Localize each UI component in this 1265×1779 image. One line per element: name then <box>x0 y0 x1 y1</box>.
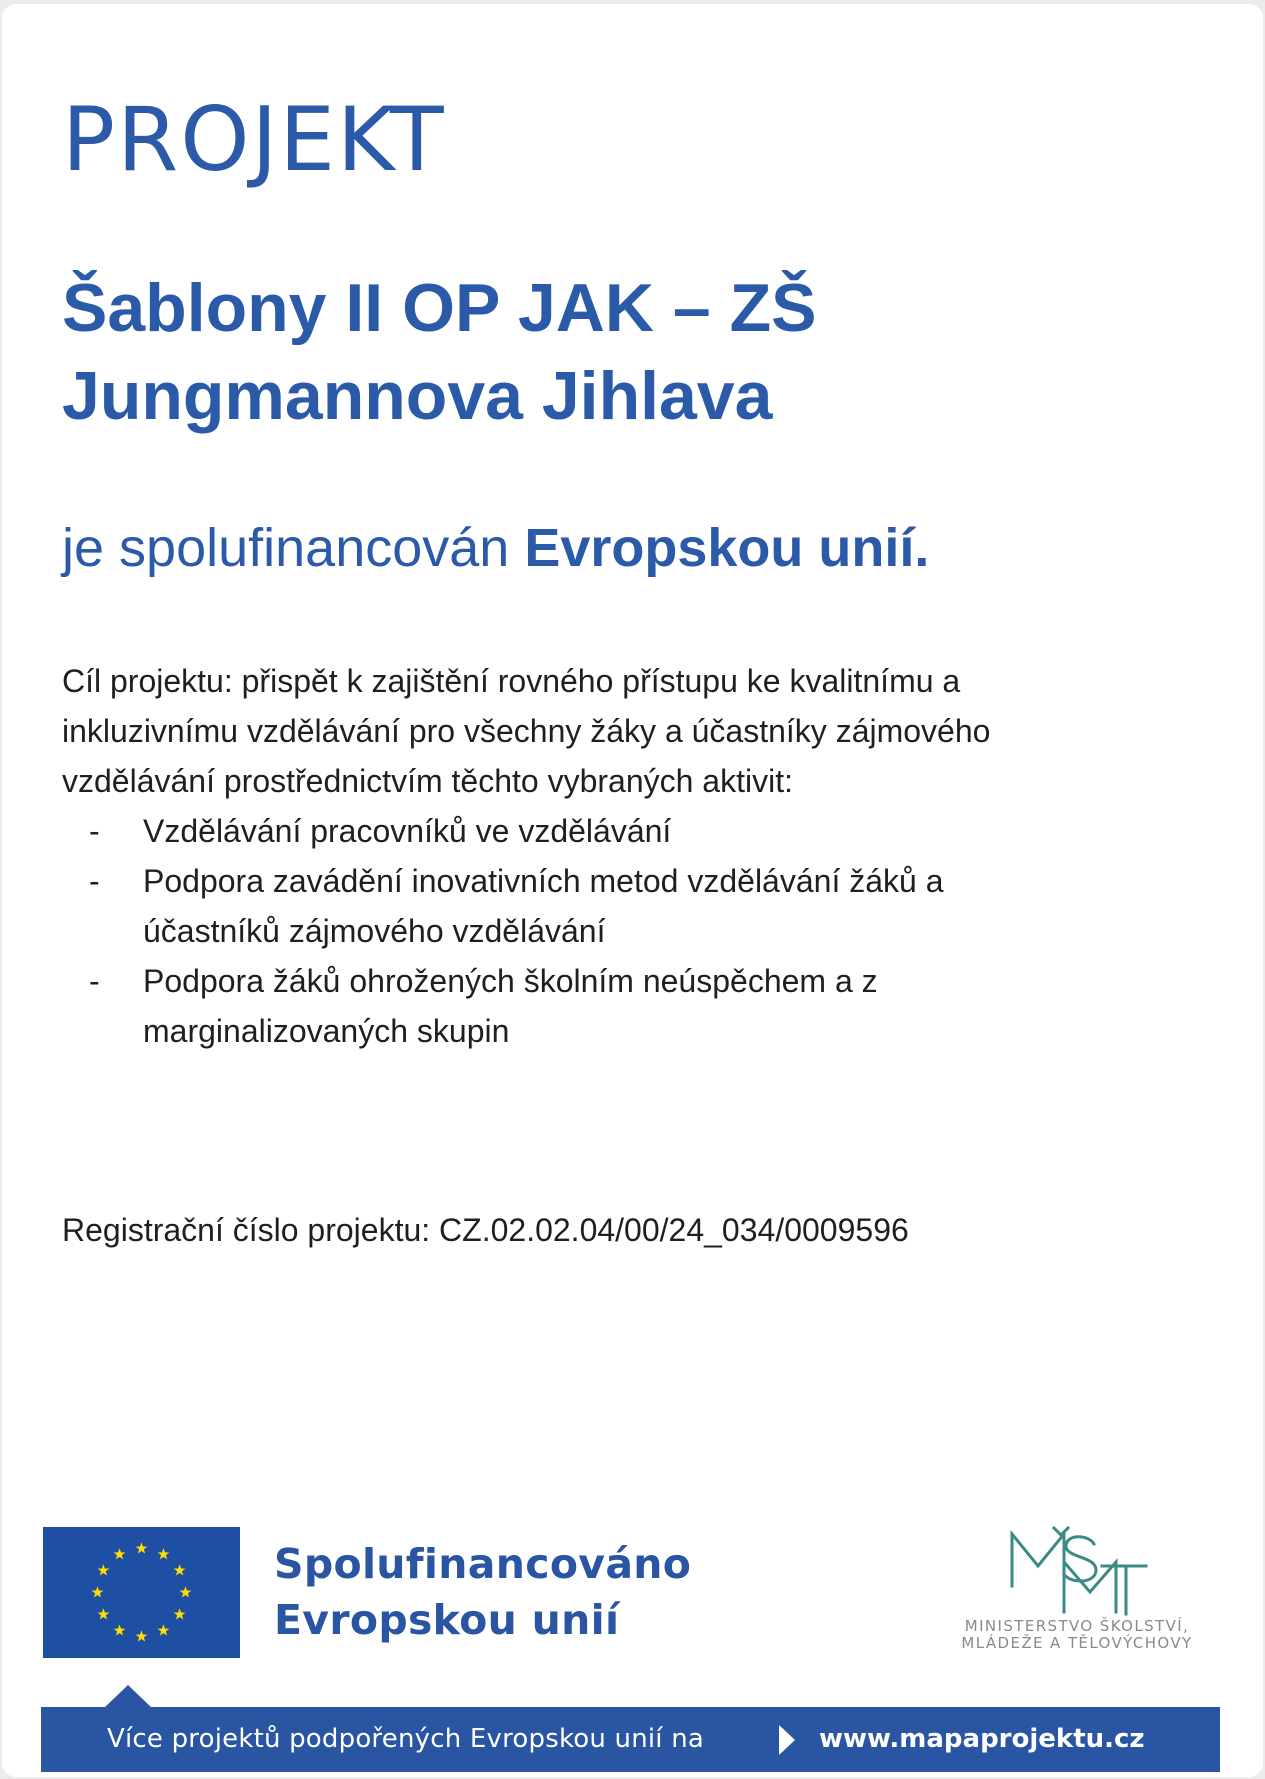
list-item <box>62 956 1162 1056</box>
footer-url-link[interactable]: www.mapaprojektu.cz <box>819 1724 1145 1754</box>
project-name-line: Šablony II OP JAK – ZŠ <box>62 270 817 346</box>
cofinanced-statement <box>62 516 929 580</box>
msmt-logo-icon <box>1004 1526 1154 1616</box>
star-icon <box>98 1564 110 1575</box>
ministry-line: MLÁDEŽE A TĚLOVÝCHOVY <box>961 1634 1193 1652</box>
footer-banner <box>41 1707 1220 1772</box>
star-icon <box>98 1608 110 1619</box>
goal-line: vzdělávání prostřednictvím těchto vybraných aktivit: <box>62 763 793 799</box>
star-icon <box>136 1542 148 1553</box>
star-icon <box>180 1586 192 1597</box>
goal-line: inkluzivnímu vzdělávání pro všechny žáky a účastníky zájmového <box>62 713 991 749</box>
list-item <box>62 806 1162 856</box>
star-icon <box>158 1548 170 1559</box>
footer-text: Více projektů podpořených Evropskou unií na <box>107 1724 705 1754</box>
eu-flag-icon <box>43 1527 240 1658</box>
poster <box>2 4 1263 1777</box>
goal-line: Cíl projektu: přispět k zajištění rovného přístupu ke kvalitnímu a <box>62 663 961 699</box>
project-name-line: Jungmannova Jihlava <box>62 358 773 434</box>
page-title: PROJEKT <box>62 88 446 191</box>
cofinanced-emphasis: Evropskou unií. <box>524 518 930 578</box>
ministry-name <box>927 1618 1227 1652</box>
registration-number: Registrační číslo projektu: CZ.02.02.04/00/24_034/0009596 <box>62 1212 909 1248</box>
eu-cofinanced-logo-text <box>274 1536 691 1648</box>
activity-list <box>62 806 1162 1056</box>
list-dash: - <box>89 813 100 849</box>
activity-text: marginalizovaných skupin <box>143 1013 510 1049</box>
project-goal <box>62 656 1162 806</box>
triangle-right-icon <box>779 1725 795 1755</box>
star-icon <box>136 1630 148 1641</box>
activity-text: Podpora žáků ohrožených školním neúspěchem a z <box>143 963 878 999</box>
eu-stars <box>43 1527 240 1658</box>
activity-text: účastníků zájmového vzdělávání <box>143 913 606 949</box>
star-icon <box>114 1548 126 1559</box>
ministry-line: MINISTERSTVO ŠKOLSTVÍ, <box>964 1617 1190 1635</box>
list-dash: - <box>89 963 100 999</box>
eu-logo-line: Evropskou unií <box>274 1596 620 1644</box>
activity-text: Vzdělávání pracovníků ve vzdělávání <box>143 813 672 849</box>
star-icon <box>114 1624 126 1635</box>
list-dash: - <box>89 863 100 899</box>
footer-notch <box>104 1685 152 1708</box>
star-icon <box>174 1564 186 1575</box>
activity-text: Podpora zavádění inovativních metod vzdělávání žáků a <box>143 863 944 899</box>
cofinanced-prefix: je spolufinancován <box>62 518 525 578</box>
star-icon <box>92 1586 104 1597</box>
list-item <box>62 856 1162 956</box>
star-icon <box>158 1624 170 1635</box>
project-name <box>62 264 1062 440</box>
eu-logo-line: Spolufinancováno <box>274 1540 692 1588</box>
star-icon <box>174 1608 186 1619</box>
